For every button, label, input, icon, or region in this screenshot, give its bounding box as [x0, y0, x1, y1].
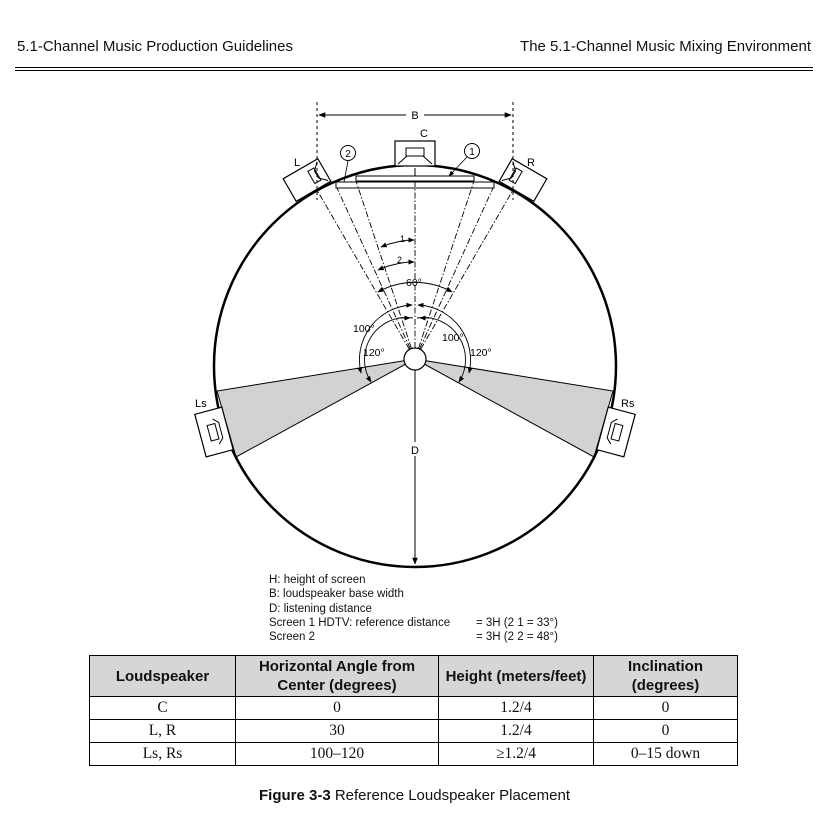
table-header-cell: Height (meters/feet)	[439, 656, 594, 697]
table-header-cell: Loudspeaker	[90, 656, 236, 697]
label-b: B	[411, 110, 419, 122]
table-cell: 30	[236, 720, 439, 743]
angle-60-label: 60°	[406, 277, 422, 289]
table-cell: 0	[594, 697, 738, 720]
angle-arc-1-label: 1	[400, 234, 406, 244]
legend-d: D: listening distance	[269, 602, 372, 615]
table-row	[90, 720, 738, 743]
label-l: L	[294, 157, 301, 169]
legend-screen1-value: = 3H (2 1 = 33°)	[476, 616, 558, 629]
figure-title: Reference Loudspeaker Placement	[334, 787, 570, 804]
center-speaker-icon	[395, 141, 435, 166]
right-surround-zone	[415, 359, 613, 457]
legend-b: B: loudspeaker base width	[269, 588, 404, 601]
label-r: R	[527, 157, 535, 169]
angle-arc-1	[381, 240, 414, 247]
label-d: D	[411, 445, 419, 457]
angle-right-100-label: 100°	[442, 332, 464, 344]
left-speaker-icon	[283, 159, 331, 202]
legend-screen1-label: Screen 1 HDTV: reference distance	[269, 616, 451, 629]
loudspeaker-placement-diagram	[0, 90, 823, 570]
figure-caption	[0, 787, 823, 804]
table-cell: ≥1.2/4	[439, 743, 594, 766]
table-cell: Ls, Rs	[90, 743, 236, 766]
table-cell: 0	[236, 697, 439, 720]
legend-h: H: height of screen	[269, 574, 366, 586]
left-surround-zone	[217, 359, 415, 457]
legend-screen2-value: = 3H (2 2 = 48°)	[476, 631, 558, 644]
table-row	[90, 697, 738, 720]
header-rule-bottom	[15, 70, 813, 71]
table-row	[90, 743, 738, 766]
running-header-left: 5.1-Channel Music Production Guidelines	[17, 38, 293, 55]
screen-1	[356, 176, 474, 181]
table-cell: 0	[594, 720, 738, 743]
angle-left-100-label: 100°	[353, 323, 375, 335]
label-rs: Rs	[621, 398, 635, 410]
label-c: C	[420, 128, 428, 140]
table-header-cell: Inclination (degrees)	[594, 656, 738, 697]
table-cell: 100–120	[236, 743, 439, 766]
table-header-row	[90, 656, 738, 697]
label-ls: Ls	[195, 398, 207, 410]
right-speaker-icon	[499, 159, 547, 202]
screen-2-callout-label: 2	[345, 149, 351, 160]
listener-position	[404, 348, 426, 370]
table-cell: L, R	[90, 720, 236, 743]
loudspeaker-table	[89, 655, 738, 766]
table-cell: 1.2/4	[439, 720, 594, 743]
angle-arc-2-label: 2	[397, 255, 403, 265]
table-cell: C	[90, 697, 236, 720]
header-rule-top	[15, 67, 813, 68]
table-cell: 1.2/4	[439, 697, 594, 720]
table-header-cell: Horizontal Angle from Center (degrees)	[236, 656, 439, 697]
running-header-right: The 5.1-Channel Music Mixing Environment	[520, 38, 811, 55]
figure-number: Figure 3-3	[258, 787, 331, 804]
legend-screen2-label: Screen 2	[269, 631, 316, 644]
angle-right-120-label: 120°	[470, 347, 492, 359]
screen-1-callout-label: 1	[469, 147, 475, 158]
table-cell: 0–15 down	[594, 743, 738, 766]
angle-left-120-label: 120°	[363, 347, 385, 359]
diagram-legend	[269, 573, 558, 644]
